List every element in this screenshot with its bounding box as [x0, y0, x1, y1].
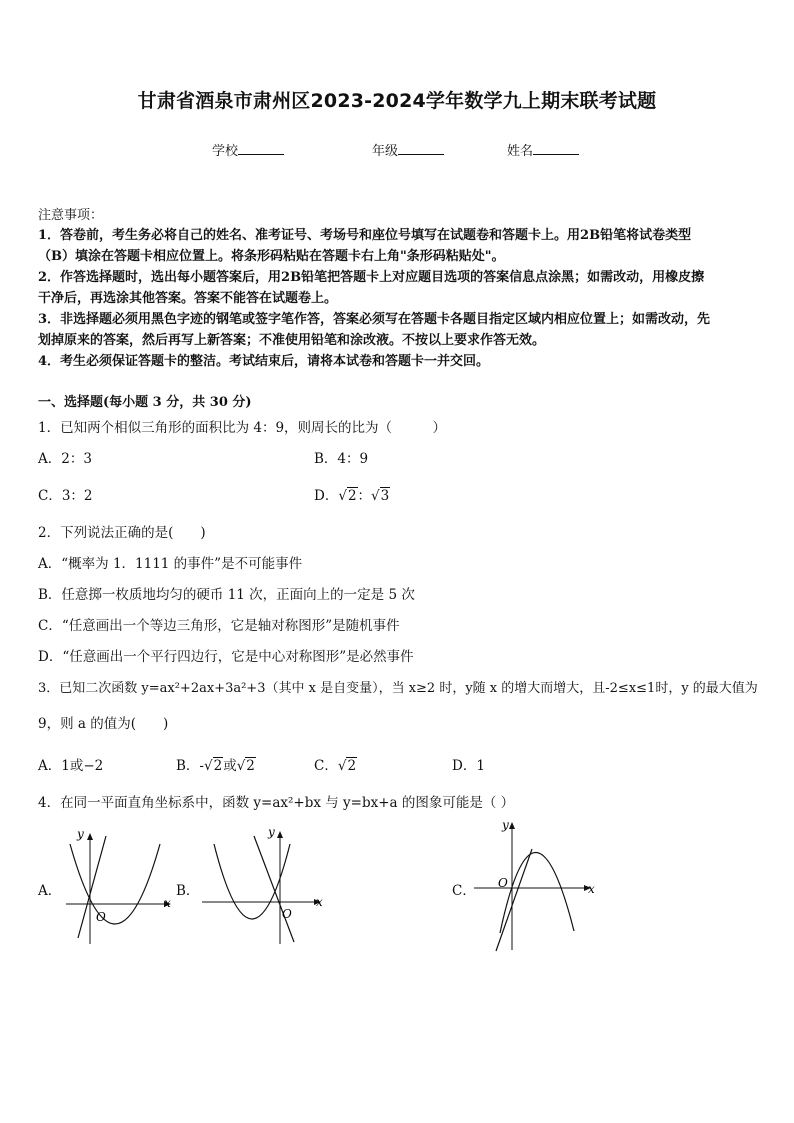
- q1-option-d-prefix: D．: [314, 488, 339, 504]
- notice-line: 3．非选择题必须用黑色字迹的钢笔或签字笔作答，答案必须写在答题卡各题目指定区域内相应位置上；如需改动，先: [38, 312, 711, 327]
- sqrt-symbol: √2: [337, 758, 357, 774]
- q1-option-d: [314, 484, 390, 504]
- parabola-curve: [214, 844, 290, 919]
- q3-option-b-prefix: B．-: [176, 758, 204, 774]
- grade-field: [372, 140, 444, 159]
- school-field: [212, 140, 284, 159]
- x-axis-label: x: [316, 895, 323, 909]
- q3-option-b: [176, 754, 256, 774]
- y-axis-arrow-icon: [509, 822, 515, 829]
- x-axis-label: x: [588, 882, 595, 896]
- origin-label: O: [498, 876, 508, 890]
- name-field: [507, 140, 579, 159]
- q3-b-radicand-2: 2: [246, 758, 255, 774]
- q1-option-c: C．3：2: [38, 488, 93, 504]
- parabola-curve: [70, 844, 160, 924]
- straight-line: [496, 849, 532, 951]
- q1-option-a: A．2：3: [38, 451, 92, 467]
- sqrt-symbol: √2: [236, 758, 255, 774]
- origin-label: O: [96, 910, 106, 924]
- school-blank: [238, 142, 284, 155]
- q4-graph-a: [60, 822, 180, 947]
- page-title: 甘肃省酒泉市肃州区2023-2024学年数学九上期末联考试题: [137, 90, 657, 112]
- q3-c-radicand: 2: [347, 758, 357, 774]
- q2-option-a: A．“概率为 1．1111 的事件”是不可能事件: [38, 556, 303, 572]
- notice-line: 4．考生必须保证答题卡的整洁。考试结束后，请将本试卷和答题卡一并交回。: [38, 354, 490, 369]
- q3-b-radicand-1: 2: [213, 758, 223, 774]
- q3-option-a: A．1或−2: [38, 758, 104, 774]
- q1-d-radicand-1: 2: [347, 488, 357, 504]
- parabola-curve: [500, 852, 574, 933]
- question-3-stem-line2: 9，则 a 的值为( ): [38, 716, 169, 732]
- question-2-stem: 2．下列说法正确的是( ): [38, 525, 206, 541]
- school-label: 学校: [212, 144, 239, 159]
- y-axis-label: y: [77, 827, 84, 841]
- x-axis-label: x: [164, 896, 171, 910]
- q2-option-d: D．“任意画出一个平行四边行，它是中心对称图形”是必然事件: [38, 649, 414, 665]
- grade-label: 年级: [372, 144, 399, 159]
- section-heading: 一、选择题(每小题 3 分，共 30 分): [38, 395, 252, 410]
- notice-line: 干净后，再选涂其他答案。答案不能答在试题卷上。: [38, 291, 338, 306]
- sqrt-symbol: √3: [371, 488, 390, 504]
- y-axis-arrow-icon: [277, 831, 283, 838]
- question-1-stem: 1．已知两个相似三角形的面积比为 4：9，则周长的比为（ ）: [38, 420, 447, 436]
- notice-line: 1．答卷前，考生务必将自己的姓名、准考证号、考场号和座位号填写在试题卷和答题卡上。用2B铅笔将试卷类型: [38, 228, 692, 243]
- q2-option-c: C．“任意画出一个等边三角形，它是轴对称图形”是随机事件: [38, 618, 400, 634]
- grade-blank: [398, 142, 444, 155]
- q3-option-d: D．1: [452, 758, 485, 774]
- q1-d-separator: ：: [357, 488, 372, 504]
- q3-option-c-prefix: C．: [314, 758, 338, 774]
- y-axis-label: y: [502, 818, 509, 832]
- y-axis-label: y: [268, 825, 275, 839]
- sqrt-symbol: √2: [338, 488, 357, 504]
- q4-graph-c: [470, 815, 602, 955]
- question-3-stem-line1: 3．已知二次函数 y=ax²+2ax+3a²+3（其中 x 是自变量），当 x≥2 时，y随 x 的增大而增大，且-2≤x≤1时，y 的最大值为: [38, 681, 758, 696]
- q4-option-a-label: A．: [38, 883, 62, 899]
- sqrt-symbol: √2: [203, 758, 223, 774]
- q1-option-b: B．4：9: [314, 451, 369, 467]
- notice-line: 划掉原来的答案，然后再写上新答案；不准使用铅笔和涂改液。不按以上要求作答无效。: [38, 333, 546, 348]
- q4-option-c-label: C．: [452, 883, 476, 899]
- q4-graph-b: [198, 822, 330, 947]
- notice-line: 2．作答选择题时，选出每小题答案后，用2B铅笔把答题卡上对应题目选项的答案信息点涂黑；如需改动，用橡皮擦: [38, 270, 705, 285]
- name-blank: [533, 142, 579, 155]
- origin-label: O: [282, 907, 292, 921]
- y-axis-arrow-icon: [87, 833, 93, 840]
- q2-option-b: B．任意掷一枚质地均匀的硬币 11 次，正面向上的一定是 5 次: [38, 587, 415, 603]
- notice-heading: 注意事项：: [38, 208, 104, 223]
- name-label: 姓名: [507, 144, 534, 159]
- q1-d-radicand-2: 3: [380, 488, 390, 504]
- q3-b-middle: 或: [223, 758, 237, 774]
- notice-line: （B）填涂在答题卡相应位置上。将条形码粘贴在答题卡右上角"条形码粘贴处"。: [38, 249, 505, 264]
- q4-option-b-label: B．: [176, 883, 200, 899]
- question-4-stem: 4．在同一平面直角坐标系中，函数 y=ax²+bx 与 y=bx+a 的图象可能是（ ）: [38, 795, 515, 811]
- q3-option-c: [314, 754, 357, 774]
